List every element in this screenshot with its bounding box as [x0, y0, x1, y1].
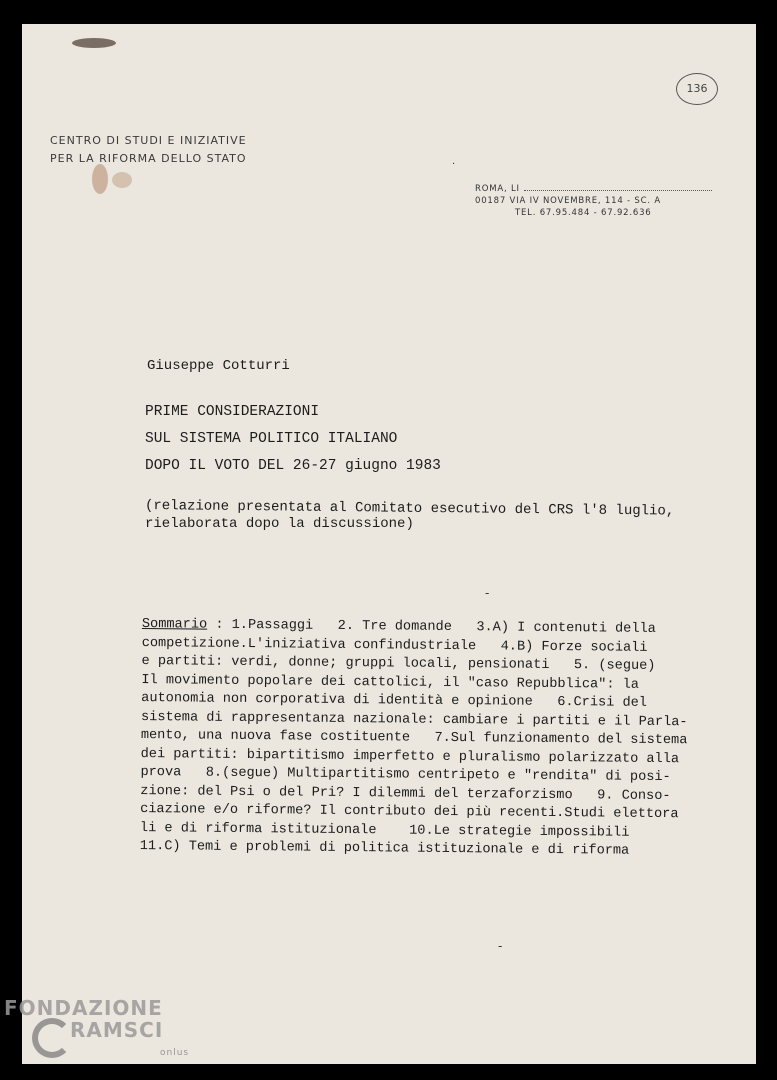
letterhead [50, 132, 247, 168]
telephone: TEL. 67.95.484 - 67.92.636 [515, 208, 652, 218]
summary-line: li e di riforma istituzionale 10.Le strategie impossibili [139, 820, 630, 841]
summary-line: 11.C) Temi e problemi di politica istituzionale e di riforma [139, 838, 630, 859]
summary-line: autonomia non corporativa di identità e opinione 6.Crisi del [141, 690, 648, 711]
note-line-2: rielaborata dopo la discussione) [145, 516, 414, 532]
page-number: 136 [676, 73, 718, 105]
ink-dot: · [452, 159, 456, 170]
date-line [524, 190, 712, 191]
rust-stain [112, 172, 132, 188]
letterhead-line-1: CENTRO DI STUDI E INIZIATIVE [50, 134, 247, 147]
summary-block [140, 616, 689, 862]
summary-line: dei partiti: bipartitismo imperfetto e pluralismo polarizzato alla [140, 746, 680, 767]
watermark-onlus: onlus [160, 1048, 190, 1058]
watermark-line-1: FONDAZIONE [4, 996, 163, 1020]
summary-line: Il movimento popolare dei cattolici, il "caso Repubblica": la [141, 672, 640, 693]
letterhead-line-2: PER LA RIFORMA DELLO STATO [50, 152, 247, 165]
summary-line: ciazione e/o riforme? Il contributo dei più recenti.Studi elettora [140, 801, 679, 823]
summary-line: mento, una nuova fase costituente 7.Sul funzionamento del sistema [140, 727, 688, 749]
street-address: 00187 VIA IV NOVEMBRE, 114 - SC. A [475, 196, 661, 206]
summary-line: sistema di rappresentanza nazionale: cambiare i partiti e il Parla- [140, 709, 688, 730]
title-line-2: SUL SISTEMA POLITICO ITALIANO [145, 431, 398, 447]
summary-line: e partiti: verdi, donne; gruppi locali, pensionati 5. (segue) [141, 653, 656, 674]
summary-label: Sommario [141, 616, 208, 633]
summary-line: competizione.L'iniziativa confindustriale 4.B) Forze sociali [141, 635, 648, 656]
author: Giuseppe Cotturri [147, 358, 290, 374]
watermark-line-2: RAMSCI [70, 1018, 164, 1042]
note-line-1: (relazione presentata al Comitato esecutivo del CRS l'8 luglio, [144, 498, 675, 520]
title-line-1: PRIME CONSIDERAZIONI [145, 404, 320, 420]
city-label: ROMA, LI [475, 184, 520, 194]
letterhead-address [475, 183, 712, 219]
ink-dot: - [498, 939, 503, 953]
summary-line: Sommario : 1.Passaggi 2. Tre domande 3.A) I contenuti della [141, 616, 656, 637]
ink-dot: - [485, 586, 490, 600]
g-letter-icon [32, 1018, 72, 1058]
summary-line: prova 8.(segue) Multipartitismo centripeto e "rendita" di posi- [140, 764, 671, 786]
summary-line: zione: del Psi o del Pri? I dilemmi del terzaforzismo 9. Conso- [140, 783, 671, 804]
fondazione-gramsci-logo [4, 996, 190, 1058]
title-line-3: DOPO IL VOTO DEL 26-27 giugno 1983 [145, 458, 441, 474]
rust-stain [92, 164, 108, 194]
document-page [22, 24, 756, 1064]
ink-stain [72, 38, 116, 48]
